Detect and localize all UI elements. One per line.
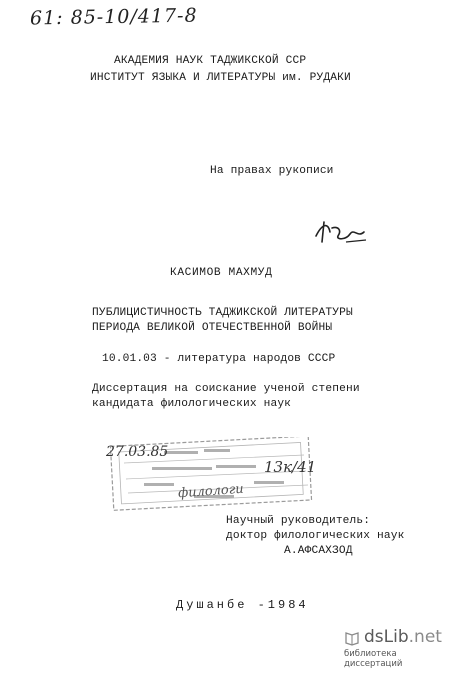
supervisor-label: Научный руководитель:	[226, 515, 371, 527]
stamp-number: 13к/41	[264, 458, 317, 476]
signature-mark	[312, 218, 370, 248]
supervisor-degree: доктор филологических наук	[226, 530, 405, 542]
degree-line1: Диссертация на соискание ученой степени	[92, 383, 360, 395]
header-institute: ИНСТИТУТ ЯЗЫКА И ЛИТЕРАТУРЫ им. РУДАКИ	[90, 72, 351, 84]
watermark-logo	[344, 627, 442, 669]
supervisor-name: А.АФСАХЗОД	[284, 545, 353, 557]
watermark-tagline: библиотека диссертаций	[344, 649, 403, 669]
degree-line2: кандидата филологических наук	[92, 398, 292, 410]
specialty-code: 10.01.03 - литература народов СССР	[102, 353, 336, 365]
dissertation-title-line1: ПУБЛИЦИСТИЧНОСТЬ ТАДЖИКСКОЙ ЛИТЕРАТУРЫ	[92, 307, 353, 319]
watermark-brand-main: dsLib	[364, 627, 409, 647]
book-icon	[344, 630, 360, 646]
watermark-brand	[364, 627, 442, 647]
watermark-brand-tld: .net	[408, 627, 442, 647]
stamp-word: филологи	[177, 481, 245, 502]
place-year: Душанбе -1984	[176, 598, 309, 612]
dissertation-title-line2: ПЕРИОДА ВЕЛИКОЙ ОТЕЧЕСТВЕННОЙ ВОЙНЫ	[92, 322, 333, 334]
header-academy: АКАДЕМИЯ НАУК ТАДЖИКСКОЙ ССР	[114, 55, 307, 67]
rights-notice: На правах рукописи	[210, 165, 334, 177]
author-name: КАСИМОВ МАХМУД	[170, 267, 273, 279]
stamp-date: 27.03.85	[106, 444, 169, 460]
archive-code: 61: 85-10/417-8	[29, 4, 198, 30]
